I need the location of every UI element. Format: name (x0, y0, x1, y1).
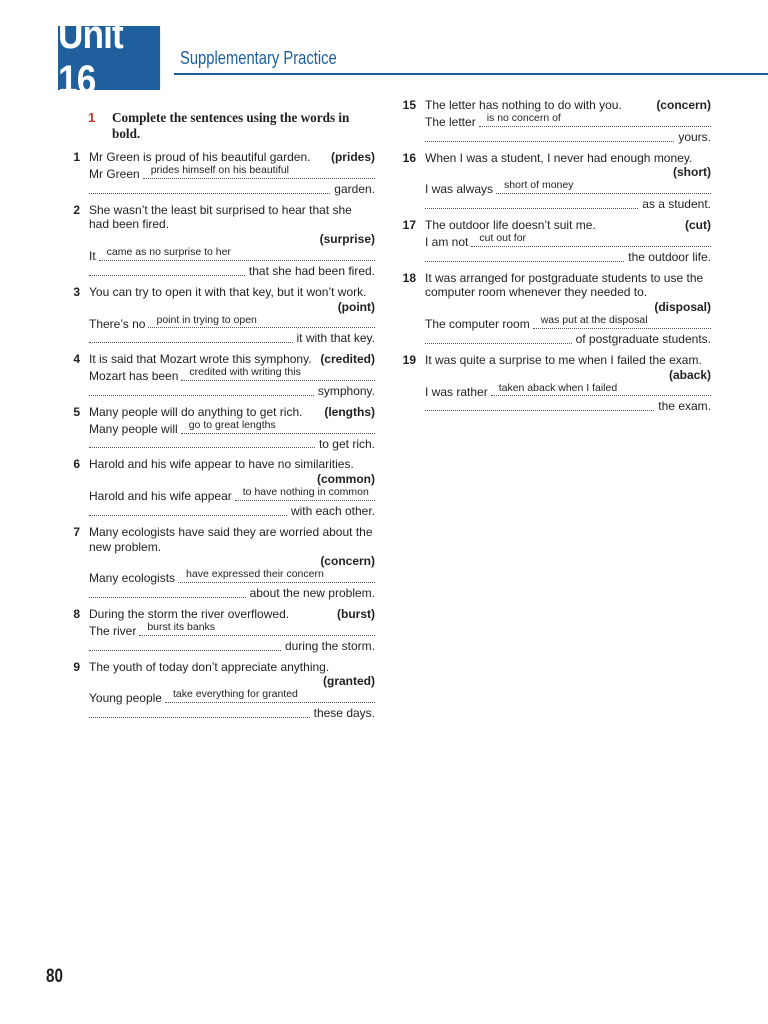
item-number: 9 (73, 659, 80, 674)
answer-blank[interactable] (181, 367, 375, 381)
exercise-item (62, 525, 375, 601)
answer-text: to have nothing in common (242, 486, 369, 499)
source-sentence (89, 285, 375, 300)
exercise-item (398, 353, 711, 414)
answer-text: was put at the disposal (540, 314, 648, 327)
continuation-line (89, 639, 375, 654)
item-number: 7 (73, 524, 80, 539)
answer-blank[interactable] (148, 314, 375, 328)
answer-blank[interactable] (143, 165, 375, 179)
keyword: (concern) (656, 98, 711, 112)
exercise-instruction (62, 110, 375, 142)
exercise-item (62, 607, 375, 654)
continuation-line (425, 399, 711, 414)
source-text: Many ecologists have said they are worried about the new problem. (89, 524, 373, 554)
continuation-line (425, 332, 711, 347)
answer-line (89, 622, 375, 639)
sentence-end: symphony. (317, 383, 375, 398)
exercise-item (62, 203, 375, 279)
continuation-line (425, 250, 711, 265)
item-number: 18 (402, 270, 416, 285)
keyword: (granted) (323, 674, 375, 689)
item-number: 2 (73, 202, 80, 217)
sentence-end: it with that key. (296, 331, 375, 346)
source-text: It is said that Mozart wrote this symphony. (89, 352, 312, 367)
keyword: (credited) (320, 352, 375, 367)
continuation-line (89, 504, 375, 519)
sentence-start: Mozart has been (89, 369, 179, 384)
source-text: It was quite a surprise to me when I failed the exam. (425, 352, 702, 367)
continuation-blank[interactable] (89, 596, 246, 598)
item-number: 16 (402, 150, 416, 165)
source-sentence (425, 353, 711, 368)
source-sentence (425, 151, 711, 166)
answer-blank[interactable] (491, 382, 711, 396)
sentence-start: I am not (425, 234, 469, 249)
sentence-start: There’s no (89, 316, 146, 331)
continuation-blank[interactable] (89, 341, 293, 343)
instruction-text: Complete the sentences using the words in bold. (112, 110, 350, 141)
sentence-start: It (89, 249, 96, 264)
answer-blank[interactable] (99, 247, 375, 261)
source-text: The letter has nothing to do with you. (425, 98, 622, 112)
answer-blank[interactable] (181, 420, 375, 434)
right-column (398, 98, 711, 420)
item-number: 15 (402, 98, 416, 112)
continuation-line (89, 437, 375, 452)
answer-line (425, 113, 711, 130)
exercise-number: 1 (88, 110, 96, 125)
exercise-item (62, 660, 375, 721)
answer-line (89, 569, 375, 586)
answer-blank[interactable] (496, 180, 711, 194)
source-text: She wasn’t the least bit surprised to hear that she had been fired. (89, 202, 352, 232)
source-sentence (425, 271, 711, 301)
source-text: The youth of today don’t appreciate anything. (89, 659, 330, 674)
sentence-start: The letter (425, 115, 476, 129)
source-text: Harold and his wife appear to have no similarities. (89, 457, 354, 472)
answer-text: credited with writing this (189, 366, 301, 379)
answer-text: came as no surprise to her (106, 246, 231, 259)
answer-text: short of money (504, 179, 574, 192)
exercise-item (398, 218, 711, 265)
item-number: 8 (73, 606, 80, 621)
source-text: During the storm the river overflowed. (89, 606, 290, 621)
answer-blank[interactable] (471, 233, 711, 247)
continuation-blank[interactable] (89, 446, 315, 448)
sentence-end: the outdoor life. (628, 249, 711, 264)
keyword: (short) (673, 165, 711, 180)
answer-line (89, 487, 375, 504)
keyword: (prides) (330, 150, 375, 164)
answer-blank[interactable] (165, 689, 375, 703)
answer-text: have expressed their concern (186, 568, 324, 581)
keyword: (cut) (685, 217, 711, 232)
source-sentence (89, 660, 375, 675)
sentence-start: The computer room (425, 317, 530, 332)
continuation-blank[interactable] (425, 207, 638, 209)
keyword: (surprise) (319, 232, 375, 247)
keyword: (lengths) (324, 404, 375, 419)
continuation-blank[interactable] (89, 274, 245, 276)
answer-text: taken aback when I failed (498, 381, 618, 394)
answer-text: prides himself on his beautiful (150, 164, 290, 176)
source-sentence (89, 607, 375, 622)
source-sentence (425, 98, 711, 113)
answer-blank[interactable] (235, 487, 375, 501)
item-number: 6 (73, 457, 80, 472)
answer-line (89, 689, 375, 706)
source-text: Many people will do anything to get rich. (89, 404, 303, 419)
right-item-list (398, 98, 711, 414)
source-sentence (89, 203, 375, 233)
source-sentence (425, 218, 711, 233)
answer-line (425, 315, 711, 332)
sentence-start: Harold and his wife appear (89, 489, 232, 504)
answer-text: is no concern of (486, 112, 561, 124)
continuation-blank[interactable] (89, 394, 314, 396)
exercise-item (62, 405, 375, 452)
answer-text: cut out for (479, 231, 527, 244)
answer-line (89, 420, 375, 437)
continuation-blank[interactable] (89, 192, 330, 194)
sentence-start: Many people will (89, 421, 178, 436)
answer-blank[interactable] (479, 113, 711, 127)
sentence-end: yours. (678, 129, 711, 144)
page-number: 80 (46, 966, 63, 987)
continuation-line (425, 130, 711, 145)
keyword: (disposal) (654, 300, 711, 315)
continuation-blank[interactable] (89, 716, 310, 718)
item-number: 19 (402, 352, 416, 367)
sentence-end: the exam. (658, 399, 711, 414)
answer-text: go to great lengths (188, 418, 276, 431)
exercise-item (62, 457, 375, 518)
unit-header (58, 13, 768, 102)
item-number: 17 (402, 217, 416, 232)
continuation-line (89, 706, 375, 721)
sentence-start: I was rather (425, 384, 488, 399)
answer-blank[interactable] (178, 569, 375, 583)
answer-blank[interactable] (139, 622, 375, 636)
answer-line (425, 233, 711, 250)
source-text: You can try to open it with that key, but it won’t work. (89, 284, 367, 299)
answer-text: take everything for granted (172, 688, 298, 701)
sentence-end: of postgraduate students. (575, 331, 711, 346)
continuation-blank[interactable] (425, 260, 624, 262)
header-rule (174, 73, 768, 75)
sentence-end: about the new problem. (249, 586, 375, 601)
continuation-line (89, 331, 375, 346)
answer-blank[interactable] (533, 315, 711, 329)
continuation-line (89, 182, 375, 197)
sentence-start: Many ecologists (89, 571, 176, 586)
continuation-line (89, 586, 375, 601)
source-text: Mr Green is proud of his beautiful garden. (89, 150, 311, 164)
unit-title: Unit 16 (58, 26, 160, 90)
continuation-blank[interactable] (425, 409, 654, 411)
continuation-line (89, 264, 375, 279)
source-sentence (89, 457, 375, 472)
answer-text: point in trying to open (156, 313, 257, 326)
sentence-end: that she had been fired. (248, 263, 375, 278)
keyword: (burst) (337, 606, 375, 621)
item-number: 4 (73, 352, 80, 367)
source-sentence (89, 525, 375, 555)
source-text: When I was a student, I never had enough money. (425, 150, 693, 165)
sentence-end: with each other. (290, 503, 375, 518)
answer-line (425, 382, 711, 399)
sentence-end: as a student. (642, 197, 711, 212)
continuation-blank[interactable] (89, 649, 281, 651)
sentence-start: I was always (425, 182, 494, 197)
answer-line (89, 314, 375, 331)
continuation-line (425, 197, 711, 212)
item-number: 3 (73, 284, 80, 299)
source-text: The outdoor life doesn’t suit me. (425, 217, 596, 232)
answer-text: burst its banks (147, 620, 216, 633)
answer-line (425, 180, 711, 197)
continuation-blank[interactable] (425, 342, 572, 344)
sentence-start: Mr Green (89, 167, 140, 181)
answer-line (89, 247, 375, 264)
left-column (62, 98, 375, 727)
item-number: 1 (73, 150, 80, 164)
left-item-list (62, 150, 375, 721)
exercise-item (398, 151, 711, 212)
sentence-end: garden. (334, 181, 375, 196)
keyword: (point) (337, 299, 375, 314)
exercise-item (62, 352, 375, 399)
item-number: 5 (73, 404, 80, 419)
exercise-item (398, 98, 711, 145)
sentence-end: these days. (313, 706, 375, 721)
continuation-blank[interactable] (89, 514, 287, 516)
source-text: It was arranged for postgraduate students to use the computer room whenever they needed to. (425, 270, 704, 300)
sentence-start: Young people (89, 691, 162, 706)
exercise-item (62, 150, 375, 197)
continuation-line (89, 384, 375, 399)
keyword: (concern) (320, 554, 375, 569)
continuation-blank[interactable] (425, 140, 674, 142)
answer-line (89, 165, 375, 182)
answer-line (89, 367, 375, 384)
section-subtitle: Supplementary Practice (180, 48, 337, 68)
exercise-item (62, 285, 375, 346)
sentence-start: The river (89, 623, 137, 638)
sentence-end: during the storm. (284, 638, 375, 653)
sentence-end: to get rich. (318, 436, 375, 451)
exercise-item (398, 271, 711, 347)
keyword: (aback) (668, 367, 711, 382)
keyword: (common) (317, 472, 375, 487)
